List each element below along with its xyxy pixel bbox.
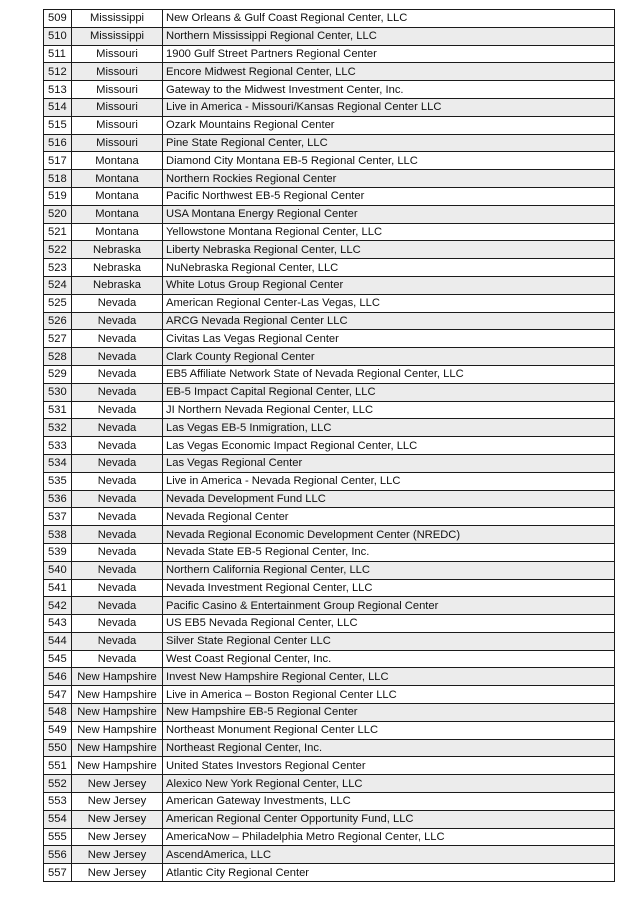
- row-center-name: American Gateway Investments, LLC: [163, 793, 615, 811]
- row-number: 510: [44, 27, 72, 45]
- row-center-name: Nevada Investment Regional Center, LLC: [163, 579, 615, 597]
- row-number: 513: [44, 81, 72, 99]
- table-row: [44, 757, 615, 775]
- row-state: New Hampshire: [72, 704, 163, 722]
- row-number: 523: [44, 259, 72, 277]
- row-center-name: Silver State Regional Center LLC: [163, 632, 615, 650]
- row-state: Nevada: [72, 508, 163, 526]
- row-center-name: AscendAmerica, LLC: [163, 846, 615, 864]
- table-row: [44, 686, 615, 704]
- table-body: [44, 10, 615, 882]
- row-number: 539: [44, 543, 72, 561]
- table-row: [44, 259, 615, 277]
- row-state: Nevada: [72, 348, 163, 366]
- row-number: 531: [44, 401, 72, 419]
- row-center-name: Encore Midwest Regional Center, LLC: [163, 63, 615, 81]
- table-row: [44, 401, 615, 419]
- row-state: Nevada: [72, 401, 163, 419]
- row-center-name: Pine State Regional Center, LLC: [163, 134, 615, 152]
- row-state: Nevada: [72, 383, 163, 401]
- row-number: 516: [44, 134, 72, 152]
- row-center-name: New Hampshire EB-5 Regional Center: [163, 704, 615, 722]
- row-center-name: 1900 Gulf Street Partners Regional Center: [163, 45, 615, 63]
- table-row: [44, 810, 615, 828]
- row-center-name: United States Investors Regional Center: [163, 757, 615, 775]
- row-number: 522: [44, 241, 72, 259]
- row-state: Nebraska: [72, 276, 163, 294]
- row-center-name: JI Northern Nevada Regional Center, LLC: [163, 401, 615, 419]
- table-row: [44, 597, 615, 615]
- table-row: [44, 721, 615, 739]
- table-row: [44, 152, 615, 170]
- row-number: 554: [44, 810, 72, 828]
- table-row: [44, 223, 615, 241]
- row-state: Nevada: [72, 437, 163, 455]
- row-center-name: EB-5 Impact Capital Regional Center, LLC: [163, 383, 615, 401]
- row-number: 528: [44, 348, 72, 366]
- row-state: Missouri: [72, 81, 163, 99]
- row-number: 515: [44, 116, 72, 134]
- row-number: 518: [44, 170, 72, 188]
- row-state: Montana: [72, 205, 163, 223]
- row-number: 509: [44, 10, 72, 28]
- table-row: [44, 775, 615, 793]
- table-row: [44, 312, 615, 330]
- table-row: [44, 739, 615, 757]
- row-center-name: Yellowstone Montana Regional Center, LLC: [163, 223, 615, 241]
- row-number: 533: [44, 437, 72, 455]
- row-state: Missouri: [72, 45, 163, 63]
- row-number: 529: [44, 365, 72, 383]
- row-number: 548: [44, 704, 72, 722]
- table-row: [44, 383, 615, 401]
- table-row: [44, 632, 615, 650]
- row-number: 552: [44, 775, 72, 793]
- row-center-name: Las Vegas EB-5 Inmigration, LLC: [163, 419, 615, 437]
- row-state: Nevada: [72, 579, 163, 597]
- row-center-name: Nevada State EB-5 Regional Center, Inc.: [163, 543, 615, 561]
- row-number: 540: [44, 561, 72, 579]
- row-state: Montana: [72, 223, 163, 241]
- table-row: [44, 98, 615, 116]
- table-row: [44, 543, 615, 561]
- table-row: [44, 526, 615, 544]
- row-state: Nevada: [72, 419, 163, 437]
- row-center-name: Northern Mississippi Regional Center, LLC: [163, 27, 615, 45]
- table-row: [44, 561, 615, 579]
- row-center-name: Ozark Mountains Regional Center: [163, 116, 615, 134]
- row-center-name: Live in America - Missouri/Kansas Regional Center LLC: [163, 98, 615, 116]
- row-center-name: Northern Rockies Regional Center: [163, 170, 615, 188]
- row-state: Nevada: [72, 561, 163, 579]
- row-state: Nebraska: [72, 241, 163, 259]
- row-center-name: ARCG Nevada Regional Center LLC: [163, 312, 615, 330]
- row-number: 546: [44, 668, 72, 686]
- table-row: [44, 134, 615, 152]
- table-row: [44, 472, 615, 490]
- table-row: [44, 668, 615, 686]
- row-state: Missouri: [72, 116, 163, 134]
- table-row: [44, 508, 615, 526]
- row-center-name: American Regional Center-Las Vegas, LLC: [163, 294, 615, 312]
- row-center-name: Las Vegas Economic Impact Regional Center, LLC: [163, 437, 615, 455]
- row-state: New Jersey: [72, 828, 163, 846]
- table-row: [44, 579, 615, 597]
- row-state: Nevada: [72, 526, 163, 544]
- row-state: Nevada: [72, 650, 163, 668]
- row-number: 543: [44, 615, 72, 633]
- row-number: 536: [44, 490, 72, 508]
- row-center-name: Northeast Regional Center, Inc.: [163, 739, 615, 757]
- row-center-name: Gateway to the Midwest Investment Center, Inc.: [163, 81, 615, 99]
- table-row: [44, 116, 615, 134]
- row-center-name: Nevada Regional Economic Development Center (NREDC): [163, 526, 615, 544]
- row-number: 511: [44, 45, 72, 63]
- table-row: [44, 490, 615, 508]
- row-center-name: Pacific Casino & Entertainment Group Regional Center: [163, 597, 615, 615]
- row-state: New Hampshire: [72, 686, 163, 704]
- row-number: 530: [44, 383, 72, 401]
- table-row: [44, 294, 615, 312]
- row-number: 555: [44, 828, 72, 846]
- row-state: Missouri: [72, 63, 163, 81]
- table-row: [44, 864, 615, 882]
- row-number: 517: [44, 152, 72, 170]
- row-number: 521: [44, 223, 72, 241]
- row-state: New Jersey: [72, 793, 163, 811]
- row-center-name: AmericaNow – Philadelphia Metro Regional Center, LLC: [163, 828, 615, 846]
- row-center-name: Nevada Regional Center: [163, 508, 615, 526]
- table-row: [44, 704, 615, 722]
- row-center-name: Live in America - Nevada Regional Center, LLC: [163, 472, 615, 490]
- row-state: Montana: [72, 187, 163, 205]
- row-number: 541: [44, 579, 72, 597]
- row-number: 512: [44, 63, 72, 81]
- row-number: 525: [44, 294, 72, 312]
- row-number: 542: [44, 597, 72, 615]
- row-center-name: Alexico New York Regional Center, LLC: [163, 775, 615, 793]
- row-state: Mississippi: [72, 10, 163, 28]
- table-row: [44, 365, 615, 383]
- row-state: Montana: [72, 170, 163, 188]
- table-row: [44, 241, 615, 259]
- table-row: [44, 10, 615, 28]
- row-state: New Hampshire: [72, 668, 163, 686]
- row-center-name: Invest New Hampshire Regional Center, LLC: [163, 668, 615, 686]
- table-row: [44, 348, 615, 366]
- table-row: [44, 454, 615, 472]
- table-row: [44, 793, 615, 811]
- row-number: 553: [44, 793, 72, 811]
- row-state: Nevada: [72, 597, 163, 615]
- table-row: [44, 170, 615, 188]
- row-center-name: Diamond City Montana EB-5 Regional Center, LLC: [163, 152, 615, 170]
- row-state: Missouri: [72, 134, 163, 152]
- row-number: 550: [44, 739, 72, 757]
- row-center-name: EB5 Affiliate Network State of Nevada Regional Center, LLC: [163, 365, 615, 383]
- row-state: New Hampshire: [72, 721, 163, 739]
- row-state: Nevada: [72, 330, 163, 348]
- table-row: [44, 828, 615, 846]
- table-row: [44, 205, 615, 223]
- table-row: [44, 615, 615, 633]
- row-state: Montana: [72, 152, 163, 170]
- table-row: [44, 650, 615, 668]
- table-row: [44, 330, 615, 348]
- row-center-name: White Lotus Group Regional Center: [163, 276, 615, 294]
- row-number: 527: [44, 330, 72, 348]
- row-center-name: Clark County Regional Center: [163, 348, 615, 366]
- table-row: [44, 846, 615, 864]
- row-number: 544: [44, 632, 72, 650]
- row-number: 556: [44, 846, 72, 864]
- row-number: 537: [44, 508, 72, 526]
- table-row: [44, 63, 615, 81]
- row-number: 524: [44, 276, 72, 294]
- row-number: 535: [44, 472, 72, 490]
- row-center-name: American Regional Center Opportunity Fund, LLC: [163, 810, 615, 828]
- row-center-name: Northern California Regional Center, LLC: [163, 561, 615, 579]
- row-state: New Jersey: [72, 846, 163, 864]
- row-center-name: Las Vegas Regional Center: [163, 454, 615, 472]
- row-center-name: Civitas Las Vegas Regional Center: [163, 330, 615, 348]
- row-number: 534: [44, 454, 72, 472]
- row-number: 538: [44, 526, 72, 544]
- row-center-name: Liberty Nebraska Regional Center, LLC: [163, 241, 615, 259]
- row-number: 549: [44, 721, 72, 739]
- row-number: 551: [44, 757, 72, 775]
- regional-center-table: [43, 9, 615, 882]
- row-state: New Hampshire: [72, 739, 163, 757]
- table-row: [44, 27, 615, 45]
- table-row: [44, 45, 615, 63]
- row-center-name: NuNebraska Regional Center, LLC: [163, 259, 615, 277]
- row-state: Nevada: [72, 472, 163, 490]
- row-number: 547: [44, 686, 72, 704]
- row-number: 520: [44, 205, 72, 223]
- row-state: Nevada: [72, 543, 163, 561]
- row-state: Nevada: [72, 312, 163, 330]
- row-state: New Jersey: [72, 864, 163, 882]
- row-center-name: Pacific Northwest EB-5 Regional Center: [163, 187, 615, 205]
- table-row: [44, 187, 615, 205]
- row-state: New Jersey: [72, 775, 163, 793]
- row-state: Nevada: [72, 454, 163, 472]
- row-state: Nevada: [72, 632, 163, 650]
- row-state: Missouri: [72, 98, 163, 116]
- row-state: New Jersey: [72, 810, 163, 828]
- table-row: [44, 81, 615, 99]
- table-row: [44, 437, 615, 455]
- row-state: Nevada: [72, 294, 163, 312]
- row-center-name: Atlantic City Regional Center: [163, 864, 615, 882]
- table-row: [44, 419, 615, 437]
- table-row: [44, 276, 615, 294]
- row-number: 526: [44, 312, 72, 330]
- row-center-name: Nevada Development Fund LLC: [163, 490, 615, 508]
- row-center-name: West Coast Regional Center, Inc.: [163, 650, 615, 668]
- row-number: 519: [44, 187, 72, 205]
- row-center-name: US EB5 Nevada Regional Center, LLC: [163, 615, 615, 633]
- row-center-name: USA Montana Energy Regional Center: [163, 205, 615, 223]
- row-state: Nevada: [72, 615, 163, 633]
- row-state: Mississippi: [72, 27, 163, 45]
- row-state: Nevada: [72, 365, 163, 383]
- row-state: Nevada: [72, 490, 163, 508]
- row-number: 545: [44, 650, 72, 668]
- row-state: New Hampshire: [72, 757, 163, 775]
- row-center-name: Live in America – Boston Regional Center LLC: [163, 686, 615, 704]
- row-number: 557: [44, 864, 72, 882]
- row-center-name: Northeast Monument Regional Center LLC: [163, 721, 615, 739]
- row-number: 514: [44, 98, 72, 116]
- row-center-name: New Orleans & Gulf Coast Regional Center, LLC: [163, 10, 615, 28]
- row-state: Nebraska: [72, 259, 163, 277]
- row-number: 532: [44, 419, 72, 437]
